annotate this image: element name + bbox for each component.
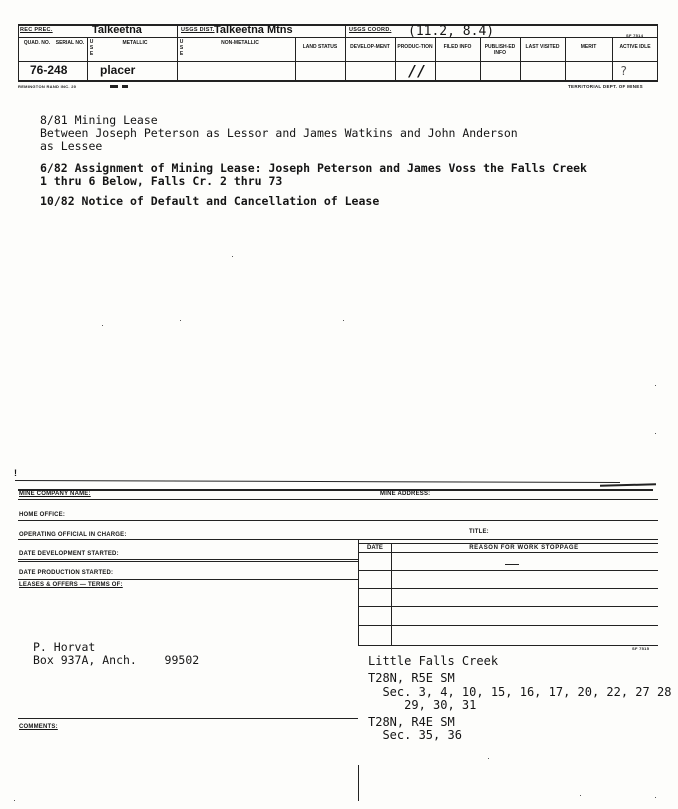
note-line: 8/81 Mining Lease: [40, 113, 158, 127]
note-line: 10/82 Notice of Default and Cancellation of Lease: [40, 194, 380, 208]
col-land-status: LAND STATUS: [302, 44, 338, 50]
date-development-label: DATE DEVELOPMENT STARTED:: [19, 551, 119, 557]
note-line: 6/82 Assignment of Mining Lease: Joseph Peterson and James Voss the Falls Creek: [40, 161, 587, 175]
col-quad: QUAD. NO.: [23, 40, 51, 46]
usgs-coord-value: (11.2, 8.4): [408, 24, 495, 39]
date-col-header: DATE: [367, 545, 383, 551]
active-idle-mark: ?: [620, 64, 628, 78]
usgs-coord-label: USGS COORD.: [349, 27, 392, 33]
col-non-metallic: NON-METALLIC: [221, 40, 259, 46]
mine-company-name-label: MINE COMPANY NAME:: [19, 491, 91, 497]
claim-line: T28N, R4E SM: [368, 714, 455, 729]
reason-col-header: REASON FOR WORK STOPPAGE: [469, 545, 579, 551]
production-check-mark: //: [408, 62, 427, 80]
col-metallic: METALLIC: [122, 40, 148, 46]
imprint-mark: [122, 85, 128, 88]
rec-prec-label: REC PREC.: [20, 27, 53, 33]
col-development: DEVELOP-MENT: [350, 44, 390, 50]
lower-form-number: SF 7515: [632, 646, 650, 651]
col-merit: MERIT: [580, 44, 597, 50]
col-serial: SERIAL NO.: [55, 40, 85, 46]
home-office-label: HOME OFFICE:: [19, 512, 66, 518]
claim-line: T28N, R5E SM: [368, 671, 455, 685]
col-use-right: U S E: [179, 39, 184, 57]
comments-label: COMMENTS:: [19, 724, 58, 730]
title-label: TITLE:: [469, 529, 489, 535]
claim-line: Sec. 3, 4, 10, 15, 16, 17, 20, 22, 27 28: [368, 684, 672, 699]
col-filed: FILED INFO: [443, 44, 472, 50]
rec-prec-value: Talkeetna: [92, 24, 142, 36]
owner-name: P. Horvat: [33, 640, 96, 654]
note-line: 1 thru 6 Below, Falls Cr. 2 thru 73: [40, 174, 283, 188]
usgs-dist-label: USGS DIST.: [181, 27, 215, 33]
col-published: PUBLISH-ED INFO: [484, 44, 516, 56]
notes-block: [40, 114, 587, 208]
note-line: Between Joseph Peterson as Lessor and James Watkins and John Anderson: [40, 126, 518, 140]
leases-offers-label: LEASES & OFFERS — TERMS OF:: [19, 582, 123, 588]
owner-address: Box 937A, Anch. 99502: [33, 653, 200, 667]
date-production-label: DATE PRODUCTION STARTED:: [19, 570, 114, 576]
note-line: as Lessee: [40, 139, 103, 153]
col-last-visited: LAST VISITED: [525, 44, 560, 50]
operating-official-label: OPERATING OFFICIAL IN CHARGE:: [19, 532, 127, 538]
usgs-dist-value: Talkeetna Mtns: [214, 24, 293, 36]
imprint-mark: [110, 85, 118, 88]
printer-imprint: REMINGTON RAND INC. 20: [18, 84, 77, 89]
claim-name: Little Falls Creek: [368, 654, 499, 668]
col-use-left: U S E: [89, 39, 94, 57]
quad-serial-value: 76-248: [30, 63, 68, 77]
metallic-value: placer: [100, 63, 136, 77]
dept-imprint: TERRITORIAL DEPT. OF MINES: [568, 84, 643, 89]
form-number: SF 7514: [626, 33, 644, 38]
mine-address-label: MINE ADDRESS:: [380, 491, 431, 497]
col-production: PRODUC-TION: [397, 44, 433, 50]
claim-description: [368, 672, 671, 743]
claim-line: 29, 30, 31: [368, 698, 477, 712]
claim-line: Sec. 35, 36: [368, 728, 462, 742]
col-active-idle: ACTIVE IDLE: [619, 44, 651, 50]
